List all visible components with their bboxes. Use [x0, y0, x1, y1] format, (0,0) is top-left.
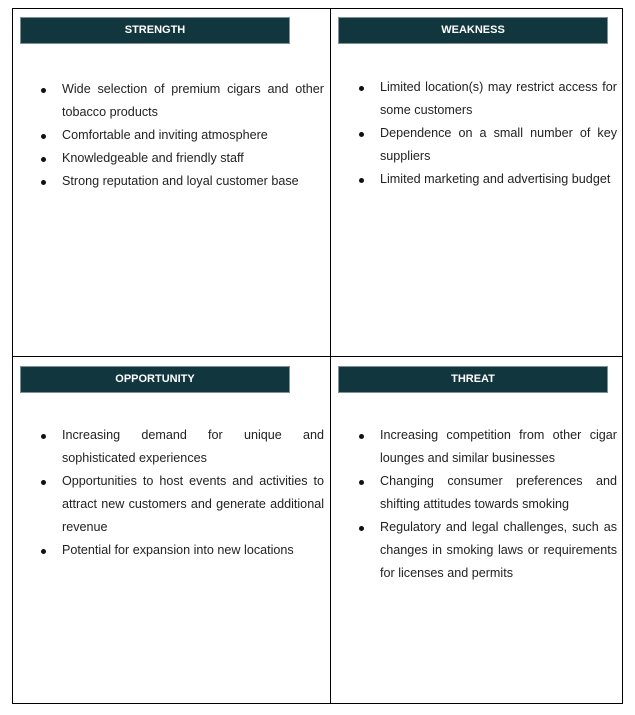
list-item: Regulatory and legal challenges, such as changes in smoking laws or requirements for licenses and permits: [358, 516, 617, 585]
list-item: Knowledgeable and friendly staff: [40, 147, 324, 170]
opportunity-header: OPPORTUNITY: [20, 366, 290, 393]
strength-list: [40, 78, 324, 193]
list-item: Strong reputation and loyal customer base: [40, 170, 324, 193]
list-item: Limited marketing and advertising budget: [358, 168, 617, 191]
opportunity-list: [40, 424, 324, 562]
list-item: Comfortable and inviting atmosphere: [40, 124, 324, 147]
weakness-header: WEAKNESS: [338, 17, 608, 44]
list-item: Dependence on a small number of key suppliers: [358, 122, 617, 168]
threat-list: [358, 424, 617, 585]
list-item: Wide selection of premium cigars and other tobacco products: [40, 78, 324, 124]
horizontal-divider: [12, 356, 623, 357]
list-item: Opportunities to host events and activities to attract new customers and generate additional revenue: [40, 470, 324, 539]
list-item: Potential for expansion into new locations: [40, 539, 324, 562]
strength-header: STRENGTH: [20, 17, 290, 44]
list-item: Increasing demand for unique and sophisticated experiences: [40, 424, 324, 470]
list-item: Limited location(s) may restrict access for some customers: [358, 76, 617, 122]
weakness-list: [358, 76, 617, 191]
list-item: Increasing competition from other cigar lounges and similar businesses: [358, 424, 617, 470]
threat-header: THREAT: [338, 366, 608, 393]
list-item: Changing consumer preferences and shifting attitudes towards smoking: [358, 470, 617, 516]
